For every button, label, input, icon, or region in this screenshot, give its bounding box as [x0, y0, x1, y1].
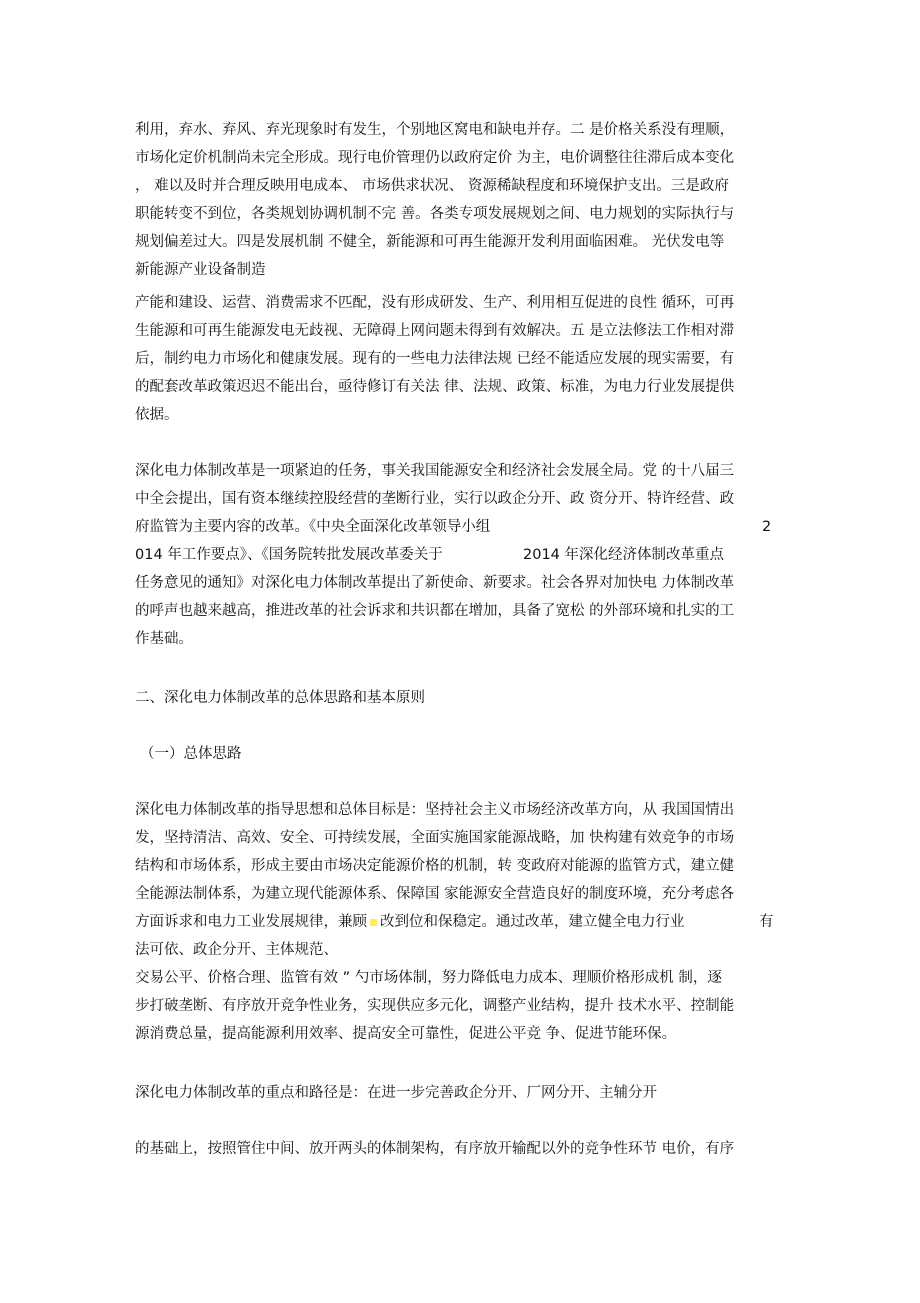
- paragraph-line: 源消费总量，提高能源利用效率、提高安全可靠性，促进公平竞 争、促进节能环保。: [135, 1026, 677, 1042]
- paragraph-line: [135, 912, 685, 932]
- paragraph-line: 依据。: [135, 407, 179, 423]
- paragraph-line: 产能和建设、运营、消费需求不匹配，没有形成研发、生产、利用相互促进的良性 循环，可再: [135, 295, 735, 311]
- highlight-mark: [370, 919, 377, 926]
- paragraph-line: ， 难以及时并合理反映用电成本、 市场供求状况、 资源稀缺程度和环境保护支出。三是政府: [135, 178, 729, 194]
- paragraph-line: 的配套改革政策迟迟不能出台，亟待修订有关法 律、法规、政策、标准，为电力行业发展提供: [135, 379, 735, 395]
- paragraph-line-fragment: 有: [759, 914, 774, 930]
- paragraph-line: 深化电力体制改革是一项紧迫的任务，事关我国能源安全和经济社会发展全局。党 的十八届三: [135, 463, 735, 479]
- paragraph-line: 后，制约电力市场化和健康发展。现有的一些电力法律法规 已经不能适应发展的现实需要，有: [135, 351, 735, 367]
- paragraph-line: 任务意见的通知》对深化电力体制改革提出了新使命、新要求。社会各界对加快电 力体制改革: [135, 575, 735, 591]
- paragraph-line: 的基础上，按照管住中间、放开两头的体制架构，有序放开输配以外的竞争性环节 电价，有序: [135, 1141, 735, 1157]
- subsection-heading: （一）总体思路: [140, 746, 242, 762]
- paragraph-line: 结构和市场体系，形成主要由市场决定能源价格的机制，转 变政府对能源的监管方式，建立健: [135, 858, 735, 874]
- paragraph-line: 法可依、政企分开、主体规范、: [135, 942, 338, 958]
- paragraph-line: 014 年工作要点》、《国务院转批发展改革委关于: [135, 547, 443, 563]
- paragraph-line-fragment: 改到位和保稳定。通过改革，建立健全电力行业: [380, 914, 685, 930]
- paragraph-line: 深化电力体制改革的指导思想和总体目标是：坚持社会主义市场经济改革方向，从 我国国情出: [135, 802, 735, 818]
- paragraph-line: 规划偏差过大。四是发展机制 不健全，新能源和可再生能源开发利用面临困难。 光伏发电等: [135, 234, 725, 250]
- paragraph-line: 新能源产业设备制造: [135, 262, 266, 278]
- paragraph-line: 深化电力体制改革的重点和路径是：在进一步完善政企分开、厂网分开、主辅分开: [135, 1085, 657, 1101]
- paragraph-line: 发，坚持清洁、高效、安全、可持续发展，全面实施国家能源战略，加 快构建有效竞争的市场: [135, 830, 735, 846]
- paragraph-line: 全能源法制体系，为建立现代能源体系、保障国 家能源安全营造良好的制度环境，充分考虑各: [135, 886, 735, 902]
- paragraph-line: 中全会提出，国有资本继续控股经营的垄断行业，实行以政企分开、政 资分开、特许经营、政: [135, 491, 735, 507]
- paragraph-line: 府监管为主要内容的改革。《中央全面深化改革领导小组: [135, 519, 491, 535]
- paragraph-line: 利用，弃水、弃风、弃光现象时有发生，个别地区窝电和缺电并存。二 是价格关系没有理顺，: [135, 122, 735, 138]
- paragraph-line: 市场化定价机制尚未完全形成。现行电价管理仍以政府定价 为主，电价调整往往滞后成本变化: [135, 150, 735, 166]
- paragraph-line: 生能源和可再生能源发电无歧视、无障碍上网问题未得到有效解决。五 是立法修法工作相对滞: [135, 323, 735, 339]
- paragraph-line-fragment: 2014 年深化经济体制改革重点: [523, 547, 725, 563]
- paragraph-line: 步打破垄断、有序放开竞争性业务，实现供应多元化，调整产业结构，提升 技术水平、控制能: [135, 998, 735, 1014]
- paragraph-line: 职能转变不到位，各类规划协调机制不完 善。各类专项发展规划之间、电力规划的实际执行与: [135, 206, 735, 222]
- paragraph-line: 作基础。: [135, 631, 193, 647]
- section-heading: 二、深化电力体制改革的总体思路和基本原则: [135, 690, 425, 706]
- paragraph-line-fragment: 2: [762, 519, 772, 535]
- paragraph-line: 交易公平、价格合理、监管有效 ” 勺市场体制，努力降低电力成本、理顺价格形成机 制，逐: [135, 970, 722, 986]
- paragraph-line-fragment: 方面诉求和电力工业发展规律，兼顾: [135, 914, 367, 930]
- paragraph-line: 的呼声也越来越高，推进改革的社会诉求和共识都在增加，具备了宽松 的外部环境和扎实的工: [135, 603, 735, 619]
